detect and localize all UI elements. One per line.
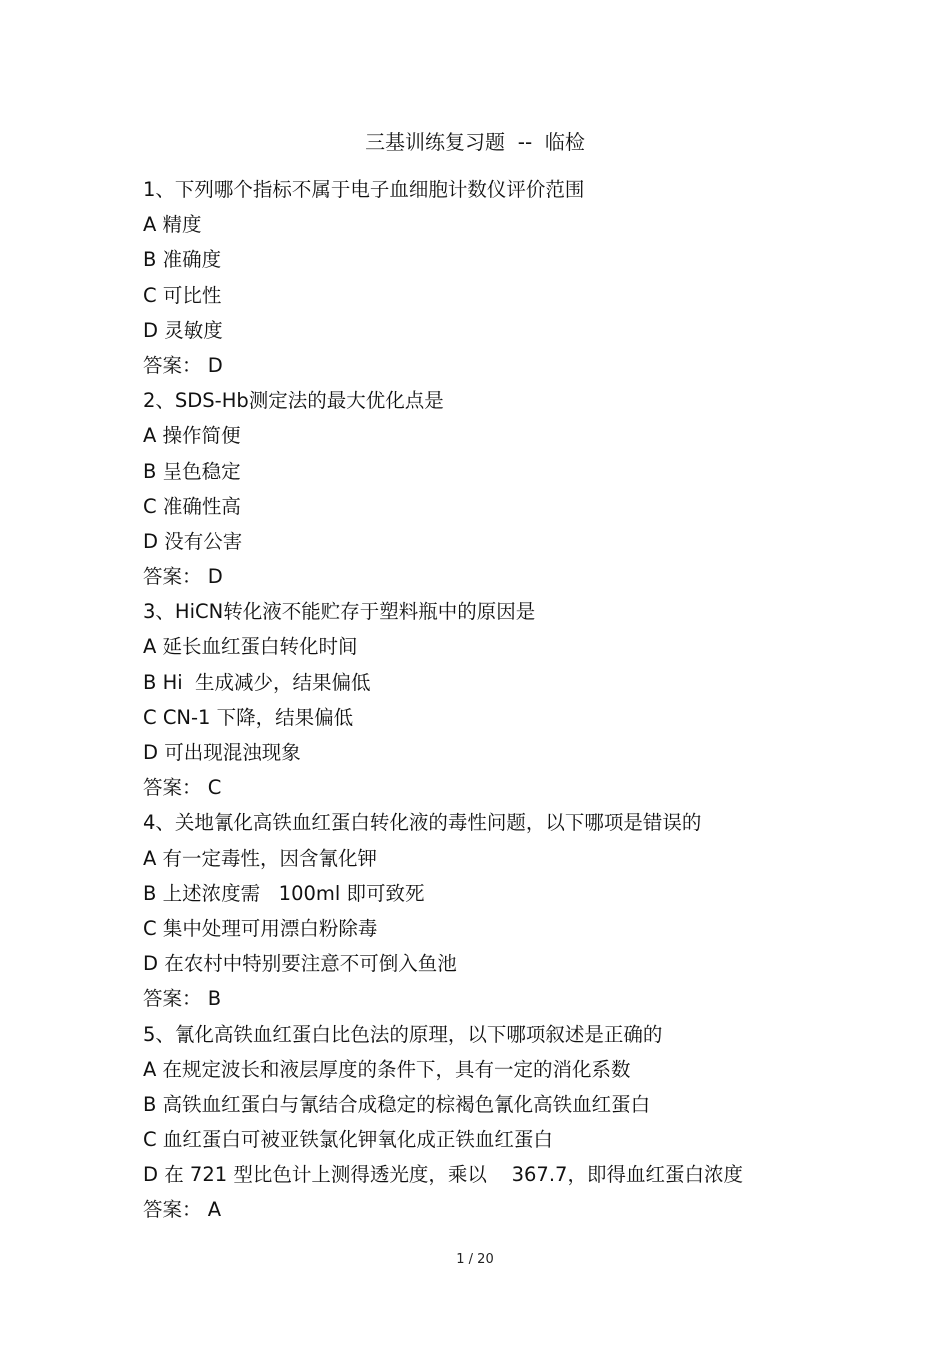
question-3-answer: 答案： C	[143, 776, 222, 800]
question-5-option-a: A 在规定波长和液层厚度的条件下，具有一定的消化系数	[143, 1057, 631, 1081]
question-list	[143, 172, 903, 1228]
question-4-answer: 答案： B	[143, 987, 222, 1011]
question-4-option-c: C 集中处理可用漂白粉除毒	[143, 916, 378, 940]
question-2-option-b: B 呈色稳定	[143, 459, 241, 483]
question-3-option-c: C CN-1 下降，结果偏低	[143, 705, 354, 729]
question-1-text: 1、下列哪个指标不属于电子血细胞计数仪评价范围	[143, 178, 585, 201]
question-2-option-d: D 没有公害	[143, 529, 243, 553]
question-5-option-c: C 血红蛋白可被亚铁氯化钾氧化成正铁血红蛋白	[143, 1128, 553, 1152]
question-5-option-d: D 在 721 型比色计上测得透光度，乘以 367.7，即得血红蛋白浓度	[143, 1163, 743, 1187]
question-1-option-c: C 可比性	[143, 283, 222, 307]
question-1-option-b: B 准确度	[143, 248, 222, 272]
document-title: 三基训练复习题 -- 临检	[365, 130, 585, 154]
page-number: 1 / 20	[456, 1252, 494, 1267]
question-3-option-b: B Hi 生成减少，结果偏低	[143, 670, 371, 694]
question-1-option-d: D 灵敏度	[143, 318, 223, 342]
question-1-option-a: A 精度	[143, 213, 202, 237]
question-2-option-c: C 准确性高	[143, 494, 241, 518]
question-4-option-a: A 有一定毒性，因含氰化钾	[143, 846, 378, 870]
question-3-text: 3、HiCN转化液不能贮存于塑料瓶中的原因是	[143, 600, 536, 624]
question-2-option-a: A 操作简便	[143, 424, 241, 448]
question-3-option-a: A 延长血红蛋白转化时间	[143, 635, 358, 659]
question-5-option-b: B 高铁血红蛋白与氰结合成稳定的棕褐色氰化高铁血红蛋白	[143, 1092, 651, 1116]
question-2-answer: 答案： D	[143, 565, 223, 589]
question-4-text: 4、关地氰化高铁血红蛋白转化液的毒性问题，以下哪项是错误的	[143, 811, 702, 835]
question-5-answer: 答案： A	[143, 1198, 222, 1222]
question-2-text: 2、SDS-Hb测定法的最大优化点是	[143, 389, 444, 413]
question-3-option-d: D 可出现混浊现象	[143, 741, 301, 764]
question-4-option-d: D 在农村中特别要注意不可倒入鱼池	[143, 952, 457, 976]
question-1-answer: 答案： D	[143, 353, 223, 377]
question-4-option-b: B 上述浓度需 100ml 即可致死	[143, 881, 425, 905]
question-5-text: 5、氰化高铁血红蛋白比色法的原理，以下哪项叙述是正确的	[143, 1022, 663, 1046]
